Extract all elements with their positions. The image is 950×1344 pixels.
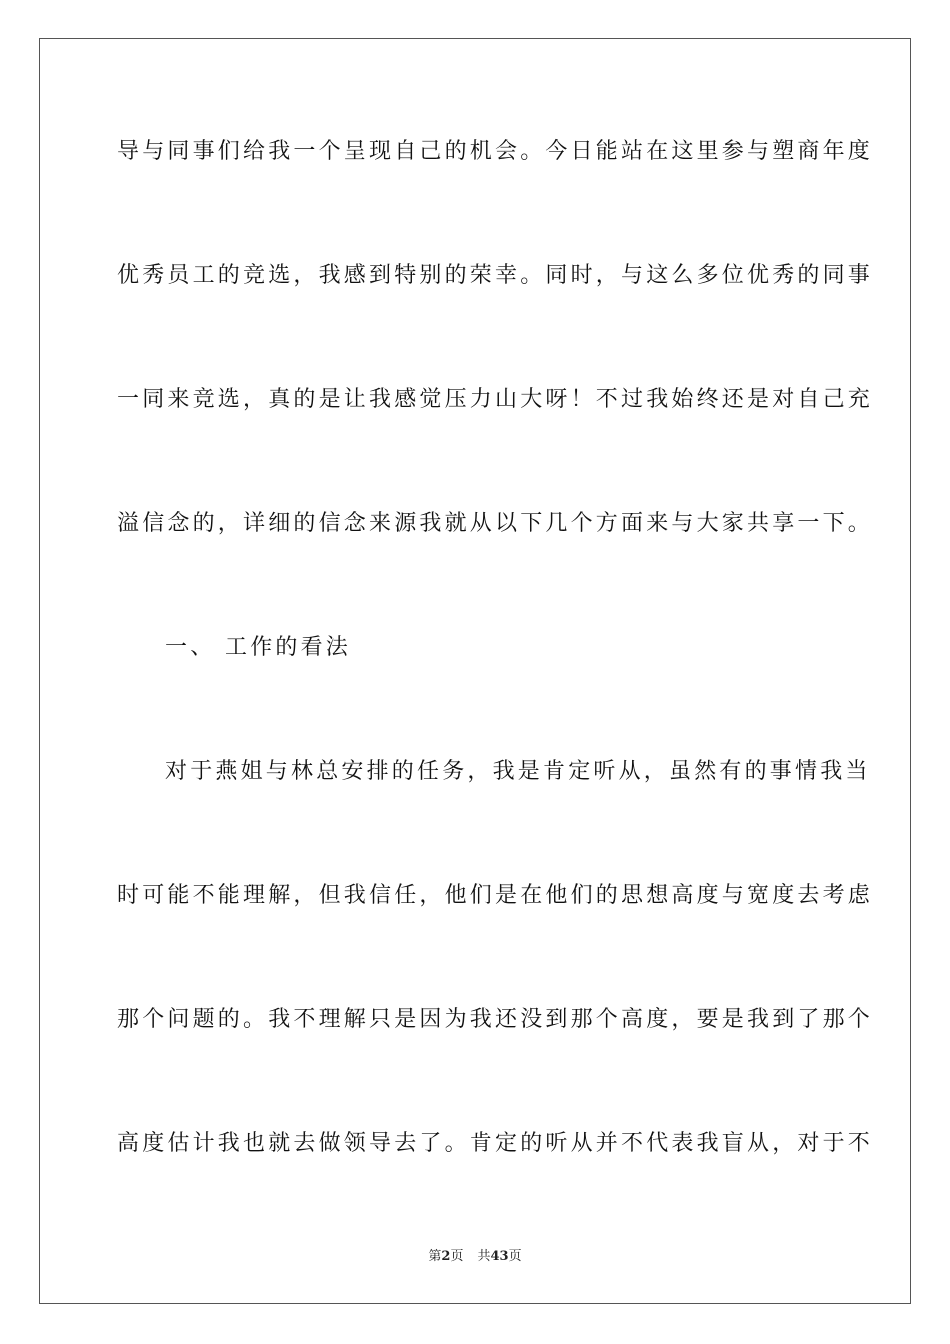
section-title: 工作的看法	[225, 635, 352, 660]
page-current: 2	[441, 1249, 451, 1264]
total-suffix: 页	[508, 1249, 522, 1264]
page-prefix: 第	[428, 1249, 442, 1264]
paragraph-line-1: 对于燕姐与林总安排的任务，我是肯定听从，虽然有的事情我当	[165, 759, 871, 784]
page-footer	[0, 1248, 950, 1266]
paragraph-line-2: 时可能不能理解，但我信任，他们是在他们的思想高度与宽度去考虑	[117, 883, 874, 908]
body-line-3: 一同来竞选，真的是让我感觉压力山大呀！不过我始终还是对自己充	[117, 387, 874, 412]
section-number: 一、	[165, 635, 216, 660]
body-line-2: 优秀员工的竞选，我感到特别的荣幸。同时，与这么多位优秀的同事	[117, 263, 874, 288]
body-line-1: 导与同事们给我一个呈现自己的机会。今日能站在这里参与塑商年度	[117, 139, 874, 164]
page-suffix: 页	[450, 1249, 464, 1264]
section-heading	[165, 633, 351, 663]
paragraph-line-4: 高度估计我也就去做领导去了。肯定的听从并不代表我盲从，对于不	[117, 1131, 874, 1156]
page-border	[39, 38, 911, 1304]
paragraph-line-3: 那个问题的。我不理解只是因为我还没到那个高度，要是我到了那个	[117, 1007, 874, 1032]
body-line-4: 溢信念的，详细的信念来源我就从以下几个方面来与大家共享一下。	[117, 511, 874, 536]
total-prefix: 共	[477, 1249, 491, 1264]
page-total: 43	[490, 1249, 509, 1264]
